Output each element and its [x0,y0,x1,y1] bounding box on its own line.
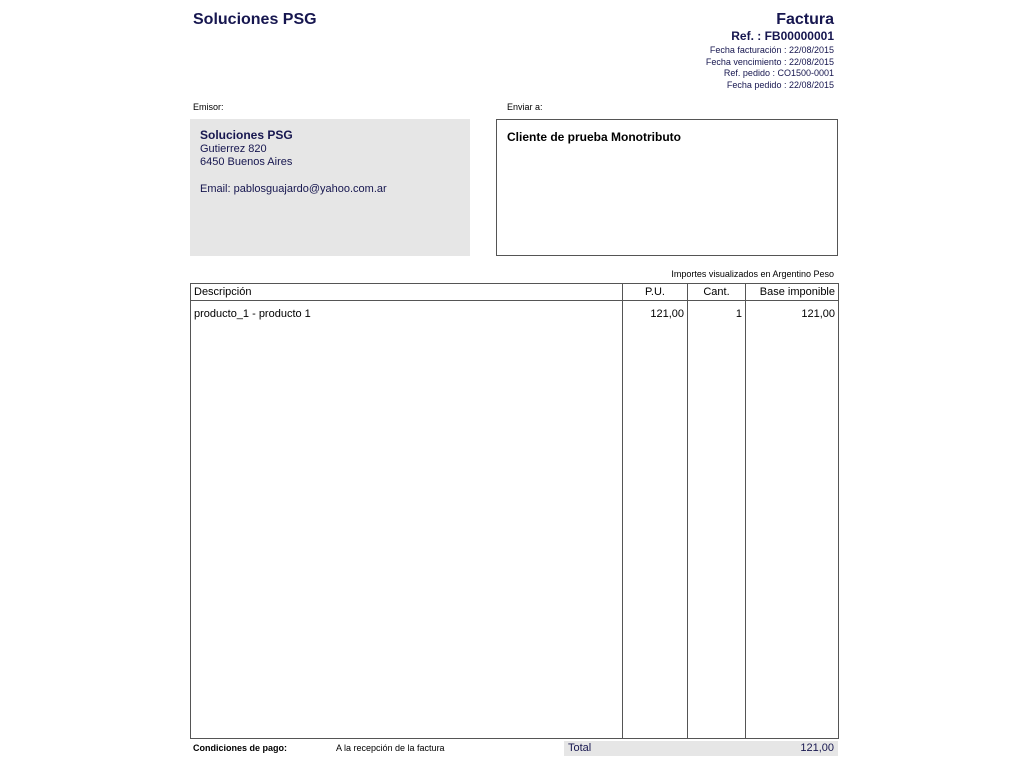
emisor-name: Soluciones PSG [200,128,293,142]
row-unit-price: 121,00 [623,301,688,328]
emisor-address-line2: 6450 Buenos Aires [200,156,293,168]
row-amount: 121,00 [746,301,839,328]
recipient-label: Enviar a: [507,102,543,112]
recipient-name: Cliente de prueba Monotributo [507,130,681,144]
payment-terms-value: A la recepción de la factura [336,743,445,753]
total-label: Total [568,742,592,754]
column-header-description: Descripción [191,284,623,301]
table-filler-row [191,327,839,739]
payment-terms-label: Condiciones de pago: [193,743,288,753]
column-header-amount: Base imponible [746,284,839,301]
row-quantity: 1 [688,301,746,328]
emisor-address-line1: Gutierrez 820 [200,142,267,155]
column-header-unit-price: P.U. [623,284,688,301]
due-date: Fecha vencimiento : 22/08/2015 [705,56,834,67]
emisor-email: Email: pablosguajardo@yahoo.com.ar [200,182,387,195]
currency-note: Importes visualizados en Argentino Peso [671,269,834,279]
document-type-title: Factura [776,11,834,28]
invoice-reference: Ref. : FB00000001 [731,29,834,43]
company-name: Soluciones PSG [193,11,317,28]
order-reference: Ref. pedido : CO1500-0001 [723,68,834,78]
column-header-quantity: Cant. [688,284,746,301]
total-value: 121,00 [800,742,834,754]
row-description: producto_1 - producto 1 [191,301,623,328]
total-bar [564,741,838,756]
emisor-label: Emisor: [193,102,224,112]
invoice-lines-table [190,283,839,739]
table-header-row [191,284,839,301]
emisor-box [190,119,470,256]
table-row [191,301,839,328]
invoice-date: Fecha facturación : 22/08/2015 [709,45,834,55]
recipient-box [496,119,838,256]
order-date: Fecha pedido : 22/08/2015 [726,79,834,90]
invoice-meta [706,45,834,91]
